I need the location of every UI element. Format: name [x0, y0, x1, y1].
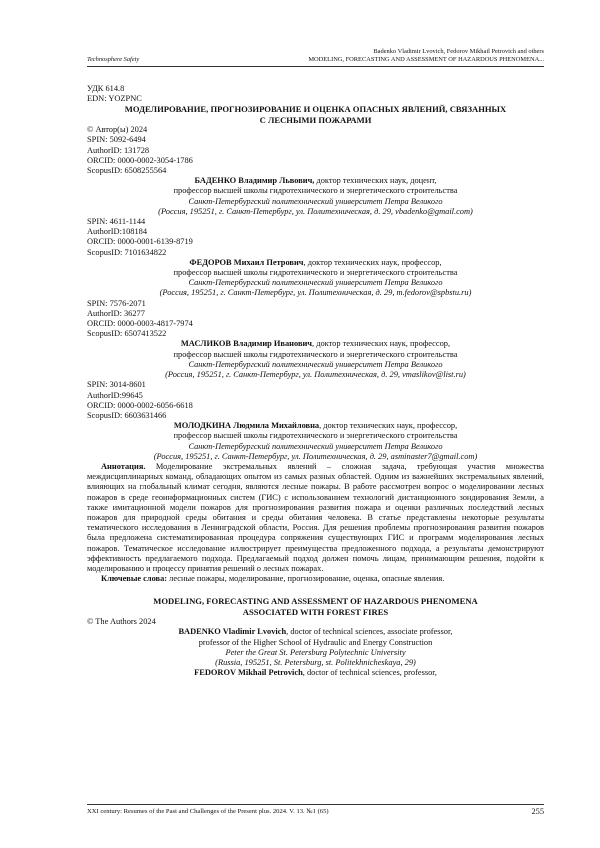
author-name-line: МАСЛИКОВ Владимир Иванович, доктор технических наук, профессор, [180, 339, 451, 349]
edn: EDN: YOZPNC [87, 94, 142, 104]
author-address: (Россия, 195251, г. Санкт-Петербург, ул. Политехническая, д. 29, vmaslikov@list.ru) [165, 370, 466, 380]
author-block [87, 135, 544, 217]
title-ru: МОДЕЛИРОВАНИЕ, ПРОГНОЗИРОВАНИЕ И ОЦЕНКА ОПАСНЫХ ЯВЛЕНИЙ, СВЯЗАННЫХ С ЛЕСНЫМИ ПОЖАРАМИ [124, 104, 507, 125]
author-id: SPIN: 5092-6494 [87, 135, 146, 145]
abstract [87, 462, 544, 574]
copyright-ru: © Автор(ы) 2024 [87, 125, 148, 135]
author-name: МАСЛИКОВ Владимир Иванович [180, 339, 313, 349]
author-university: Peter the Great St. Petersburg Polytechnic University [225, 647, 406, 657]
author-name-line: FEDOROV Mikhail Petrovich, doctor of technical sciences, professor, [194, 668, 437, 678]
author-id: ORCID: 0000-0002-6056-6618 [87, 400, 193, 410]
keywords [87, 574, 544, 584]
author-id: ORCID: 0000-0001-6139-8719 [87, 237, 193, 247]
author-university: Санкт-Петербургский политехнический университет Петра Великого [188, 359, 443, 369]
author-position: профессор высшей школы гидротехнического и энергетического строительства [173, 431, 458, 441]
author-address: (Россия, 195251, г. Санкт-Петербург, ул. Политехническая, д. 29, m.fedorov@spbstu.ru) [159, 288, 472, 298]
author-block [87, 217, 544, 299]
title-en: MODELING, FORECASTING AND ASSESSMENT OF HAZARDOUS PHENOMENA ASSOCIATED WITH FOREST FIRES [153, 596, 478, 617]
author-name: FEDOROV Mikhail Petrovich [194, 668, 303, 678]
author-id: AuthorID: 131728 [87, 145, 150, 155]
author-id: SPIN: 4611-1144 [87, 217, 146, 227]
journal-name: Technosphere Safety [87, 56, 140, 63]
author-position: professor of the Higher School of Hydraulic and Energy Construction [198, 637, 433, 647]
footer-journal: XXI century: Resumes of the Past and Challenges of the Present plus. 2024. V. 13. №1 (65) [87, 808, 329, 815]
author-address: (Russia, 195251, St. Petersburg, st. Politekhnicheskaya, 29) [215, 657, 416, 667]
author-id: ScopusID: 7101634822 [87, 247, 167, 257]
author-address: (Россия, 195251, г. Санкт-Петербург, ул. Политехническая, д. 29, vbadenko@gmail.com) [158, 206, 473, 216]
author-id: ORCID: 0000-0002-3054-1786 [87, 155, 193, 165]
author-name-line: ФЕДОРОВ Михаил Петрович, доктор технических наук, профессор, [189, 257, 442, 267]
abstract-text: Моделирование экстремальных явлений – сложная задача, требующая участия множества междисциплинарных команд, обладающих опытом из самых разных областей. Одним из важнейших экстремальных явлений, влияющих на глобальный климат сегодня, являются лесные пожары. В работе рассмотрен вопрос о моделировании лесных пожаров в среде геоинформационных систем (ГИС) с использованием технологий дистанционного зондирования Земли, а также имитационной модели пожаров для прогнозирования развития пожара и оценки различных последствий лесных пожаров для природной среды обитания и среды обитания человека. В статье представлены некоторые результаты тематического исследования в Ленинградской области, Россия. Для решения проблемы прогнозирования развития пожаров была предложена систематизированная процедура сопряжения существующих ГИС и программ моделирования лесных пожаров. Тематическое исследование иллюстрирует преимущества предложенного подхода, а результаты демонстрируют эффективность предлагаемого подхода. Предлагаемый подход должен помочь лицам, принимающим решения, подойти к моделированию и процессу принятия решений о лесных пожарах. [87, 461, 544, 573]
author-university: Санкт-Петербургский политехнический университет Петра Великого [188, 441, 443, 451]
author-university: Санкт-Петербургский политехнический университет Петра Великого [188, 278, 443, 288]
author-id: ScopusID: 6508255564 [87, 166, 167, 176]
author-university: Санкт-Петербургский политехнический университет Петра Великого [188, 196, 443, 206]
author-id: AuthorID: 36277 [87, 308, 145, 318]
running-header [87, 48, 544, 64]
header-title: MODELING, FORECASTING AND ASSESSMENT OF HAZARDOUS PHENOMENA... [308, 56, 544, 63]
author-block-en [87, 627, 544, 678]
udc: УДК 614.8 [87, 84, 125, 93]
header-rule [87, 66, 544, 67]
header-authors: Badenko Vladimir Lvovich, Fedorov Mikhail Petrovich and others [373, 48, 544, 55]
author-name: ФЕДОРОВ Михаил Петрович [189, 257, 304, 267]
page-footer [87, 804, 544, 816]
page [87, 48, 544, 678]
author-name: МОЛОДКИНА Людмила Михайловна [173, 421, 320, 431]
author-position: профессор высшей школы гидротехнического и энергетического строительства [173, 349, 458, 359]
header-right [308, 48, 544, 64]
abstract-label: Аннотация. [101, 461, 146, 471]
author-name: BADENKO Vladimir Lvovich [178, 627, 287, 637]
author-address: (Россия, 195251, г. Санкт-Петербург, ул. Политехническая, д. 29, asminaster7@gmail.com) [153, 451, 478, 461]
author-name-line: БАДЕНКО Владимир Львович, доктор технических наук, доцент, [194, 176, 437, 186]
author-id: ORCID: 0000-0003-4817-7974 [87, 319, 193, 329]
page-number: 255 [531, 807, 544, 816]
author-position: профессор высшей школы гидротехнического и энергетического строительства [173, 268, 458, 278]
author-block [87, 299, 544, 381]
author-name-line: МОЛОДКИНА Людмила Михайловна, доктор технических наук, профессор, [173, 421, 458, 431]
author-block [87, 380, 544, 462]
author-position: профессор высшей школы гидротехнического и энергетического строительства [173, 186, 458, 196]
author-id: AuthorID:99645 [87, 390, 143, 400]
author-id: SPIN: 3014-8601 [87, 380, 146, 390]
article-body [87, 84, 544, 678]
author-id: ScopusID: 6507413522 [87, 329, 167, 339]
author-id: SPIN: 7576-2071 [87, 298, 146, 308]
author-name-line: BADENKO Vladimir Lvovich, doctor of technical sciences, associate professor, [178, 627, 453, 637]
keywords-label: Ключевые слова: [101, 574, 168, 584]
author-id: ScopusID: 6603631466 [87, 410, 167, 420]
copyright-en: © The Authors 2024 [87, 617, 156, 627]
author-name: БАДЕНКО Владимир Львович, [194, 176, 315, 186]
keywords-text: лесные пожары, моделирование, прогнозирование, оценка, опасные явления. [167, 574, 445, 584]
author-id: AuthorID:108184 [87, 227, 148, 237]
